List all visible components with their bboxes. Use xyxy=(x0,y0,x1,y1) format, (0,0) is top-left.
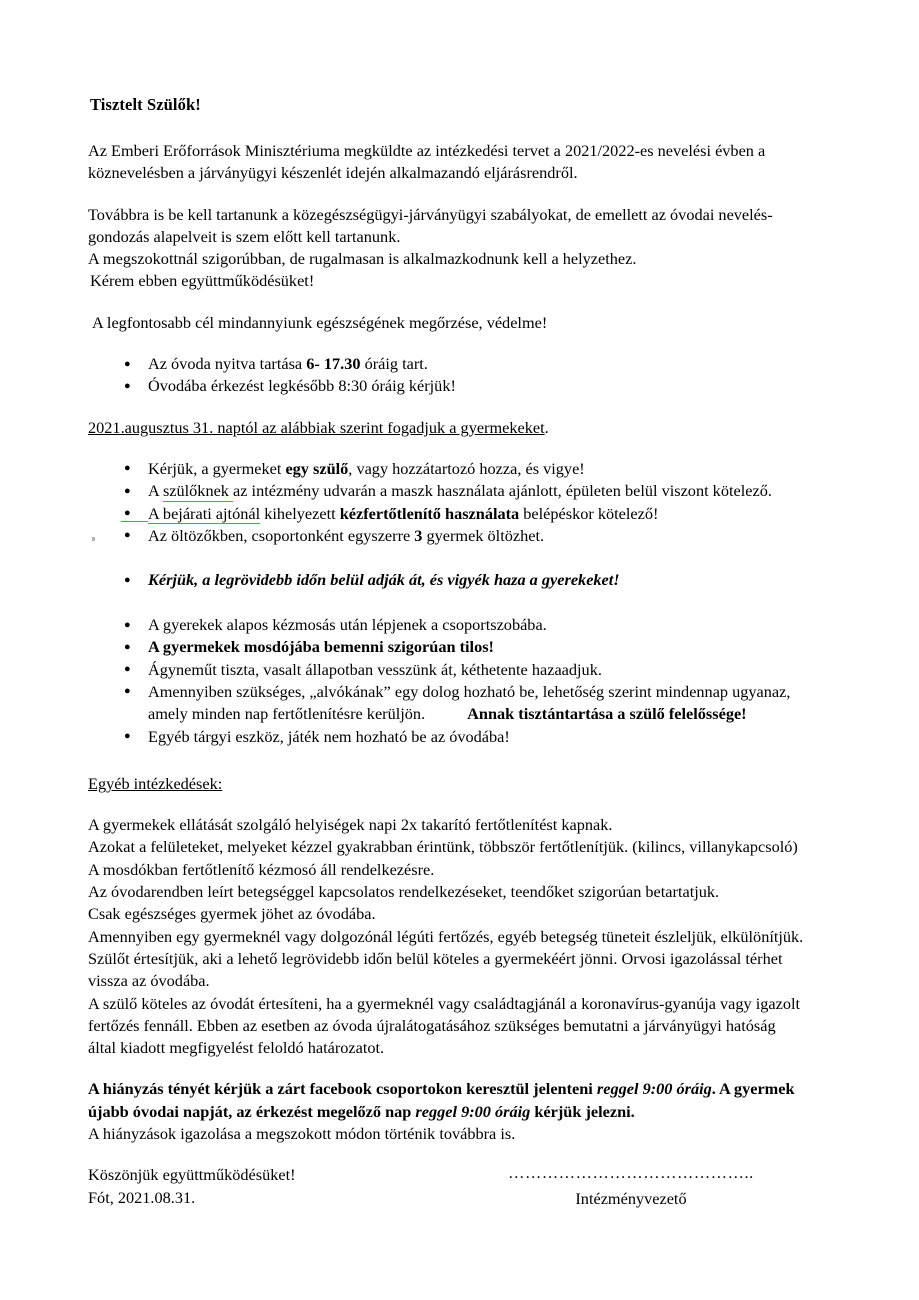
opening-hours-value: 6- 17.30 xyxy=(306,354,361,374)
list-item xyxy=(88,458,806,480)
rule-3-post: belépéskor kötelező! xyxy=(519,503,659,523)
spacer xyxy=(88,439,806,458)
measure-line-7: A szülő köteles az óvodát értesíteni, ha a gyermeknél vagy családtagjánál a koronavírus-gyanúja vagy igazolt fertőzés fennáll. Ebben az esetben az óvoda újralátogatásához szükséges bemutatni a járványügyi hatóság által kiadott megfigyelést feloldó határozatot. xyxy=(88,993,801,1058)
measure-line-5: Csak egészséges gyermek jöhet az óvodába. xyxy=(88,904,376,924)
spacer xyxy=(88,592,806,614)
list-item xyxy=(88,503,806,525)
opening-hours-text-post: óráig tart. xyxy=(360,354,428,374)
arrival-deadline-text: Óvodába érkezést legkésőbb 8:30 óráig kérjük! xyxy=(148,376,456,396)
intro-paragraph-1: Az Emberi Erőforrások Minisztériuma megküldte az intézkedési tervet a 2021/2022-es nevelési évben a köznevelésben a járványügyi készenlét idején alkalmazandó eljárásrendről. xyxy=(88,141,766,183)
measure-line-6: Amennyiben egy gyermeknél vagy dolgozónál légúti fertőzés, egyéb betegség tüneteit észleljük, elkülönítjük. Szülőt értesítjük, aki a lehető legrövidebb időn belül köteles a gyermekéért jönni. Orvosi igazolással térhet vissza az óvodába. xyxy=(88,926,804,991)
rule-1-post: , vagy hozzátartozó hozza, és vigye! xyxy=(348,458,585,478)
rule-1-emphasis: egy szülő xyxy=(285,458,349,478)
rule-2-pre: A xyxy=(148,481,163,501)
rules-list xyxy=(88,458,806,748)
section-heading-period: . xyxy=(544,417,549,437)
intro-paragraph-2-line-2: A megszokottnál szigorúbban, de rugalmasan is alkalmazkodnunk kell a helyzethez. xyxy=(88,249,637,269)
other-measures-heading xyxy=(88,773,806,795)
opening-hours-text-pre: Az óvoda nyitva tartása xyxy=(148,354,307,374)
measure-line-4: Az óvodarendben leírt betegséggel kapcsolatos rendelkezéseket, teendőket szigorúan betartatjuk. xyxy=(88,882,720,902)
list-item: ● A gyermekek mosdójába bemenni szigorúan tilos! xyxy=(88,636,806,658)
rule-4-pre: Az öltözőkben, csoportonként egyszerre xyxy=(148,525,415,545)
spacer xyxy=(88,334,806,353)
list-item xyxy=(88,353,806,375)
closing-thanks: Köszönjük együttműködésüket! xyxy=(88,1165,296,1185)
rule-4-count: 3 xyxy=(414,525,423,545)
rule-8-text: Amennyiben szükséges, „alvókának” egy dolog hozható be, lehetőség szerint mindennap ugyanaz, amely minden nap fertőtlenítésre kerüljön. xyxy=(148,681,791,724)
page-title: Tisztelt Szülők! xyxy=(90,95,201,114)
rule-2-grammar-flagged-text: szülőknek xyxy=(162,481,234,501)
absence-notice-time-1: reggel 9:00 óráig xyxy=(596,1079,712,1099)
list-item xyxy=(88,375,806,397)
other-measures-heading-text: Egyéb intézkedések: xyxy=(88,773,223,793)
absence-notice-part-2: . A gyermek újabb óvodai napját, az érkezést megelőző nap xyxy=(88,1079,795,1121)
measure-line-3: A mosdókban fertőtlenítő kézmosó áll rendelkezésre. xyxy=(88,859,435,879)
section-heading-admission xyxy=(88,417,806,439)
signature-line: …………………………………….. xyxy=(508,1164,754,1182)
list-item: ● Egyéb tárgyi eszköz, játék nem hozható be az óvodába! xyxy=(88,726,806,748)
list-item: ● A gyerekek alapos kézmosás után lépjenek a csoportszobába. xyxy=(88,614,806,636)
spacer xyxy=(88,398,806,417)
list-item xyxy=(88,525,806,547)
opening-hours-list xyxy=(88,353,806,398)
absence-notice-time-2: reggel 9:00 óráig xyxy=(415,1101,531,1121)
sub-list-item: ● Kérjük, a legrövidebb időn belül adják át, és vigyék haza a gyerekeket! xyxy=(88,569,806,591)
rule-2-post: az intézmény udvarán a maszk használata ajánlott, épületen belül viszont kötelező. xyxy=(233,481,772,501)
rule-3-mid: kihelyezett xyxy=(260,503,340,523)
spacer xyxy=(88,748,806,773)
rule-1-pre: Kérjük, a gyermeket xyxy=(148,458,286,478)
measure-line-1: A gyermekek ellátását szolgáló helyiségek napi 2x takarító fertőtlenítést kapnak. xyxy=(88,815,613,835)
list-item: ● Ágyneműt tiszta, vasalt állapotban vesszünk át, kéthetente hazaadjuk. xyxy=(88,659,806,681)
spacer xyxy=(88,795,806,814)
closing-place-date: Fót, 2021.08.31. xyxy=(88,1187,196,1207)
measure-line-2: Azokat a felületeket, melyeket kézzel gyakrabban érintünk, többször fertőtlenítjük. (kilincs, villanykapcsoló) xyxy=(88,837,798,857)
signature-label: Intézményvezető xyxy=(575,1189,687,1208)
spacer xyxy=(88,115,806,140)
section-heading-underlined-text: 2021.augusztus 31. naptól az alábbiak szerint fogadjuk a gyermekeket xyxy=(88,417,545,437)
spacer xyxy=(88,185,806,204)
absence-notice-part-1: A hiányzás tényét kérjük a zárt facebook csoportokon keresztül jelenteni xyxy=(88,1079,597,1099)
document-body xyxy=(88,95,806,1209)
rule-3-emphasis: kézfertőtlenítő használata xyxy=(339,503,520,523)
spacer xyxy=(88,1145,806,1164)
absence-justification-line: A hiányzások igazolása a megszokott módon történik továbbra is. xyxy=(88,1123,516,1143)
rule-3-grammar-flagged-text: A bejárati ajtónál xyxy=(148,503,261,523)
list-item xyxy=(88,480,806,502)
absence-notice xyxy=(88,1078,806,1123)
intro-paragraph-2-line-3: Kérem ebben együttműködésüket! xyxy=(90,271,315,291)
rule-8-emphasis: Annak tisztántartása a szülő felelőssége! xyxy=(467,704,747,724)
absence-notice-part-3: kérjük jelezni. xyxy=(530,1101,635,1121)
rule-3-grammar-underline-bullet xyxy=(121,521,148,522)
intro-paragraph-2-line-1: Továbbra is be kell tartanunk a közegészségügyi-járványügyi szabályokat, de emellett az óvodai nevelés-gondozás alapelveit is szem előtt kell tartanunk. xyxy=(88,204,773,246)
list-item xyxy=(88,681,806,726)
spacer xyxy=(88,293,806,312)
intro-paragraph-3: A legfontosabb cél mindannyiunk egészségének megőrzése, védelme! xyxy=(92,312,548,332)
spacer xyxy=(88,1059,806,1078)
spacer xyxy=(88,547,806,569)
rule-4-post: gyermek öltözhet. xyxy=(422,525,545,545)
